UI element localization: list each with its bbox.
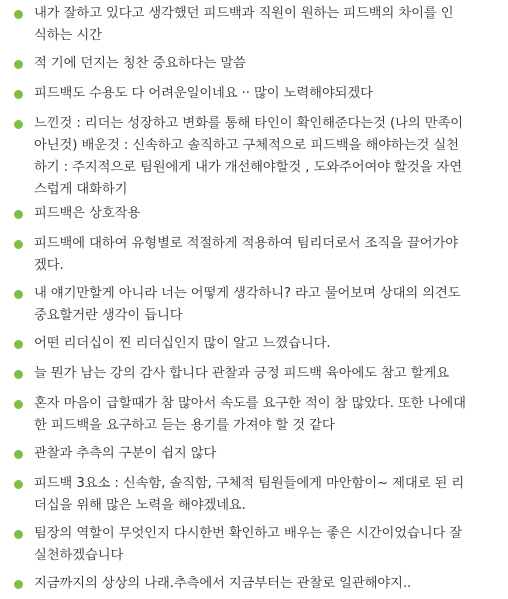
bullet-dot-icon bbox=[14, 580, 23, 589]
bullet-dot-icon bbox=[14, 60, 23, 69]
bullet-dot-icon bbox=[14, 340, 23, 349]
feedback-text-line: 피드백에 대하여 유형별로 적절하게 적용하여 팀리더로서 조직을 끌어가야 bbox=[34, 236, 458, 251]
bullet-dot-icon bbox=[14, 240, 23, 249]
feedback-text-line: 혼자 마음이 급할때가 참 많아서 속도를 요구한 적이 참 많았다. 또한 나에대 bbox=[34, 396, 466, 411]
feedback-item bbox=[0, 203, 508, 225]
feedback-text-line: 겠다. bbox=[34, 258, 64, 273]
feedback-item bbox=[0, 523, 508, 567]
feedback-text-line: 팀장의 역할이 무엇인지 다시한번 확인하고 배우는 좋은 시간이었습니다 잘 bbox=[34, 526, 463, 541]
feedback-text-line: 느낀것 : 리더는 성장하고 변화를 통해 타인이 확인해준다는것 (나의 만족이 bbox=[34, 116, 463, 131]
bullet-dot-icon bbox=[14, 400, 23, 409]
feedback-text-line: 지금까지의 상상의 나래.추측에서 지금부터는 관찰로 일관해야지.. bbox=[34, 576, 412, 591]
feedback-text-line: 관찰과 추측의 구분이 쉽지 않다 bbox=[34, 446, 217, 461]
feedback-text-line: 더십을 위해 많은 노력을 해야겠네요. bbox=[34, 498, 246, 513]
feedback-item bbox=[0, 473, 508, 517]
feedback-item bbox=[0, 333, 508, 355]
bullet-dot-icon bbox=[14, 120, 23, 129]
feedback-text-line: 피드백은 상호작용 bbox=[34, 206, 141, 221]
feedback-text-line: 적 기에 던지는 칭찬 중요하다는 말씀 bbox=[34, 56, 246, 71]
feedback-text-line: 내 얘기만할게 아니라 너는 어떻게 생각하니? 라고 물어보며 상대의 의견도 bbox=[34, 286, 461, 301]
feedback-item bbox=[0, 573, 508, 595]
feedback-text-line: 하기 : 주지적으로 팀원에게 내가 개선해야할것 , 도와주어여야 할것을 자연 bbox=[34, 160, 462, 175]
bullet-dot-icon bbox=[14, 10, 23, 19]
bullet-dot-icon bbox=[14, 370, 23, 379]
feedback-text-line: 어떤 리더십이 찐 리더십인지 많이 알고 느꼈습니다. bbox=[34, 336, 331, 351]
feedback-text-line: 중요할거란 생각이 듭니다 bbox=[34, 308, 183, 323]
bullet-dot-icon bbox=[14, 290, 23, 299]
bullet-dot-icon bbox=[14, 480, 23, 489]
feedback-item bbox=[0, 53, 508, 75]
bullet-dot-icon bbox=[14, 210, 23, 219]
feedback-text-line: 늘 뭔가 남는 강의 감사 합니다 관찰과 긍정 피드백 육아에도 참고 할게요 bbox=[34, 366, 449, 381]
feedback-text-line: 스럽게 대화하기 bbox=[34, 182, 128, 197]
feedback-item bbox=[0, 233, 508, 277]
feedback-text-line: 피드백 3요소 : 신속함, 솔직함, 구체적 팀원들에게 마안함이~ 제대로 된 리 bbox=[34, 476, 465, 491]
feedback-item bbox=[0, 283, 508, 327]
bullet-dot-icon bbox=[14, 530, 23, 539]
feedback-item bbox=[0, 393, 508, 437]
feedback-text-line: 피드백도 수용도 다 어려운일이네요 ·· 많이 노력해야되겠다 bbox=[34, 86, 373, 101]
feedback-item bbox=[0, 113, 508, 201]
feedback-text-line: 한 피드백을 요구하고 듣는 용기를 가져야 할 것 같다 bbox=[34, 418, 335, 433]
feedback-text-line: 식하는 시간 bbox=[34, 28, 102, 43]
feedback-text-line: 실천하겠습니다 bbox=[34, 548, 124, 563]
feedback-text-line: 아닌것) 배운것 : 신속하고 솔직하고 구체적으로 피드백을 해야하는것 실천 bbox=[34, 138, 459, 153]
feedback-item bbox=[0, 83, 508, 105]
bullet-dot-icon bbox=[14, 450, 23, 459]
bullet-dot-icon bbox=[14, 90, 23, 99]
feedback-item bbox=[0, 3, 508, 47]
feedback-item bbox=[0, 443, 508, 465]
feedback-item bbox=[0, 363, 508, 385]
feedback-text-line: 내가 잘하고 있다고 생각했던 피드백과 직원이 원하는 피드백의 차이를 인 bbox=[34, 6, 454, 21]
